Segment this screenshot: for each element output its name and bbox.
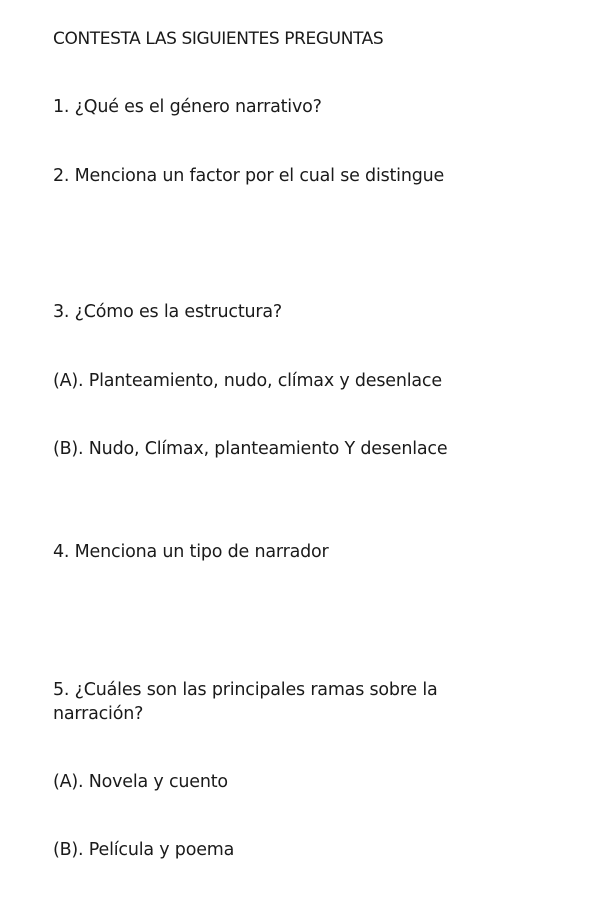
question-2: 2. Menciona un factor por el cual se distingue [53, 166, 445, 186]
question-5-option-a: (A). Novela y cuento [53, 772, 228, 792]
question-5-line-2: narración? [53, 704, 144, 724]
question-3: 3. ¿Cómo es la estructura? [53, 302, 282, 322]
question-4: 4. Menciona un tipo de narrador [53, 542, 329, 562]
question-1: 1. ¿Qué es el género narrativo? [53, 97, 322, 117]
worksheet-title: CONTESTA LAS SIGUIENTES PREGUNTAS [53, 29, 384, 49]
question-3-option-a: (A). Planteamiento, nudo, clímax y desenlace [53, 371, 442, 391]
question-5-option-b: (B). Película y poema [53, 840, 235, 860]
question-3-option-b: (B). Nudo, Clímax, planteamiento Y desenlace [53, 439, 448, 459]
question-5-line-1: 5. ¿Cuáles son las principales ramas sobre la [53, 680, 438, 700]
